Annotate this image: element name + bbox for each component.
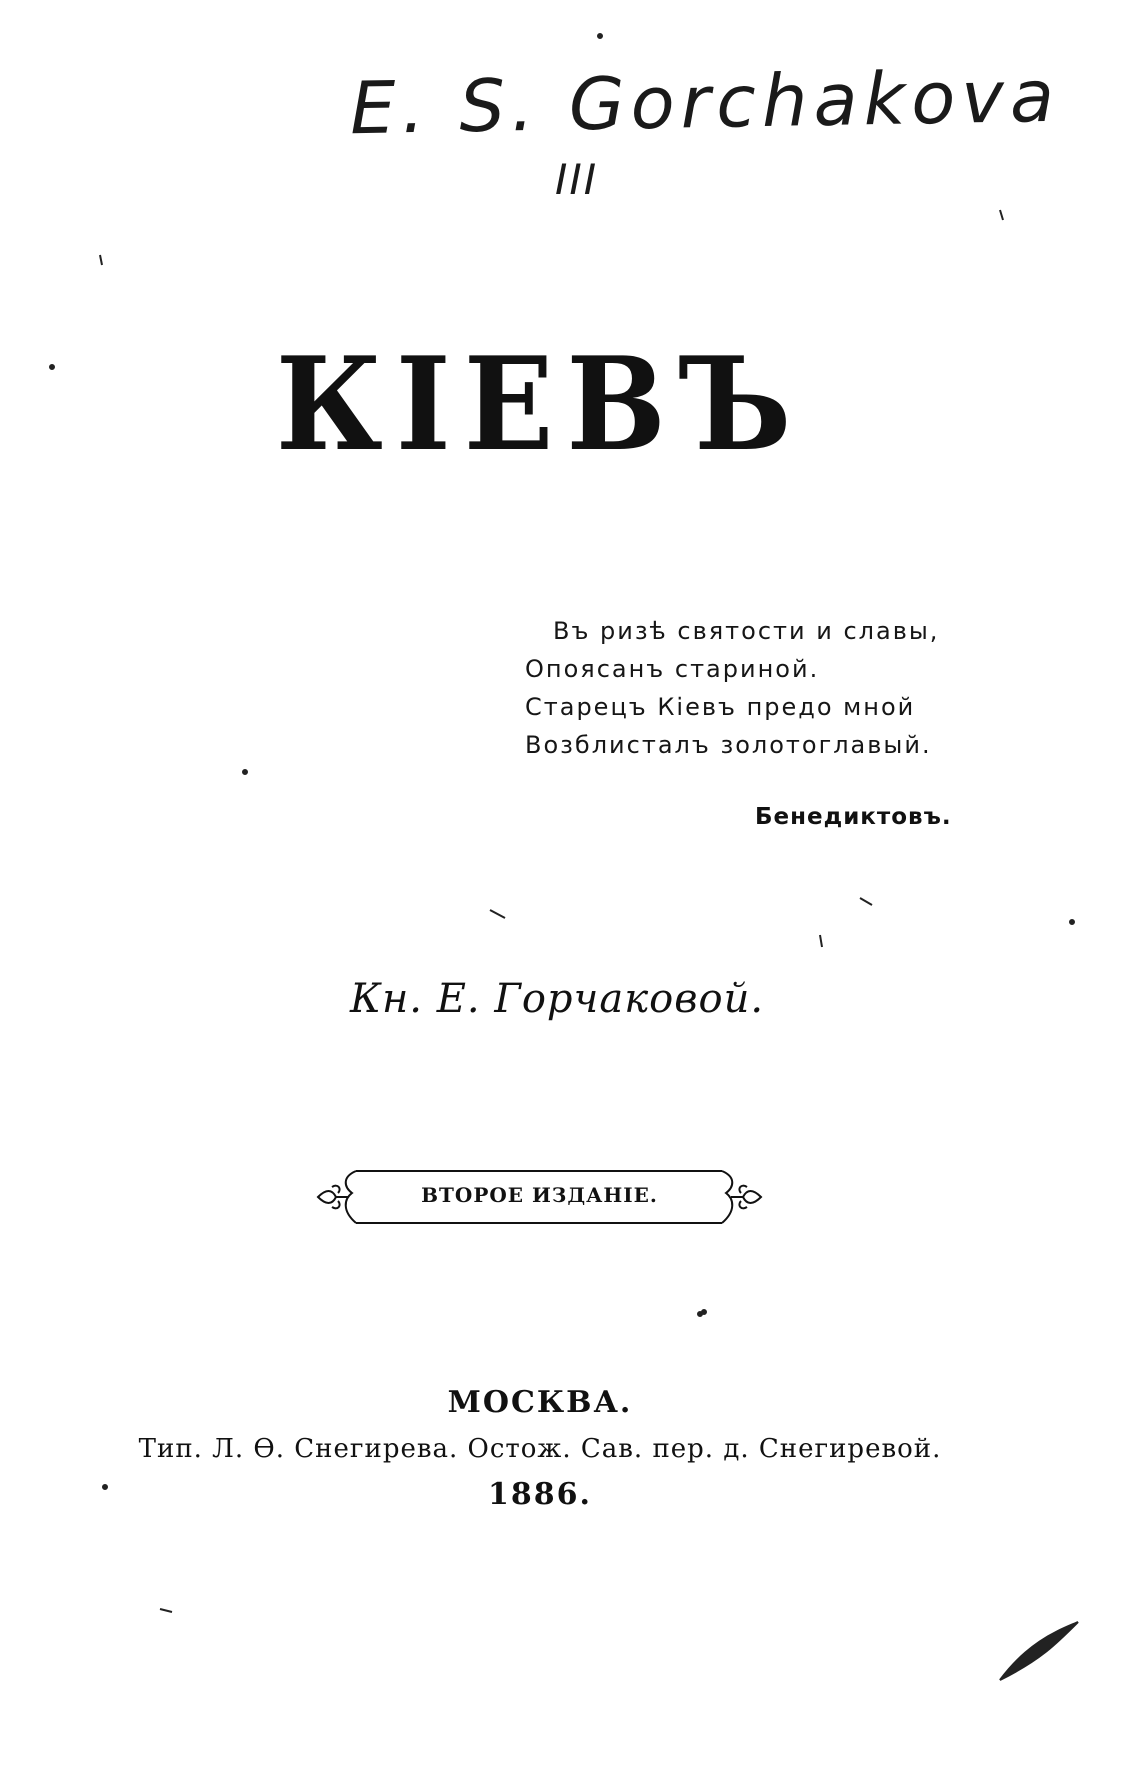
epigraph-author: Бенедиктовъ. [755, 804, 952, 830]
imprint-printer: Тип. Л. Ѳ. Снегирева. Остож. Сав. пер. д. Снегиревой. [138, 1434, 942, 1464]
epigraph-line: Возблисталъ золотоглавый. [525, 731, 932, 759]
book-title: КІЕВЪ [275, 330, 805, 480]
imprint-city: МОСКВА. [447, 1385, 633, 1420]
author-line: Кн. Е. Горчаковой. [350, 976, 765, 1022]
handwritten-mark: III [555, 155, 599, 204]
epigraph-line: Въ ризѣ святости и славы, [553, 617, 940, 645]
handwritten-signature: E. S. Gorchakova [349, 53, 1061, 151]
epigraph-line: Старецъ Кіевъ предо мной [525, 693, 916, 721]
imprint-year: 1886. [488, 1477, 592, 1512]
edition-label: ВТОРОЕ ИЗДАНІЕ. [421, 1183, 658, 1207]
epigraph-line: Опоясанъ стариной. [525, 655, 820, 683]
